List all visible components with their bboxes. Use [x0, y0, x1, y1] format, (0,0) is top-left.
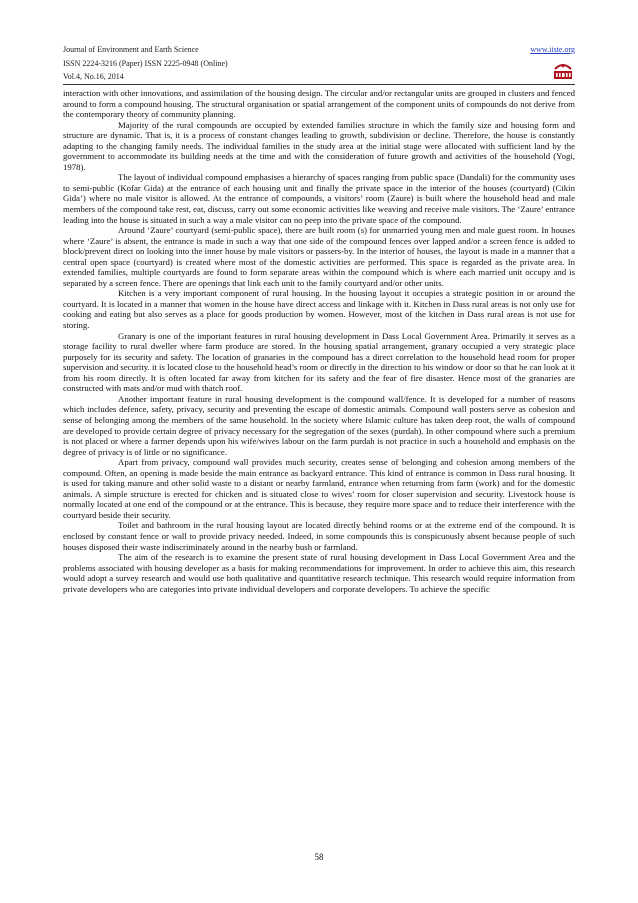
paragraph: Another important feature in rural housing development is the compound wall/fence. It is developed for a number of reasons which includes defence, safety, privacy, security and preventing the escape of domestic animals. Compound wall posters serve as cohesion and sense of belonging among the members of the same household. In the society where Islamic culture has taken deep root, the walls of compound are developed to provide certain degree of privacy necessary for the segregation of the sexes (purdah). In other compound where such a premium is not placed or where a farmer depends upon his wife/wives labour on the farm purdah is not practice in such a household and emphasis on the degree of privacy is of little or no significance.	[63, 393, 575, 457]
page-number: 58	[314, 852, 324, 862]
iiste-logo-icon	[551, 60, 575, 82]
journal-volume: Vol.4, No.16, 2014	[63, 72, 124, 81]
paragraph: Kitchen is a very important component of rural housing. In the housing layout it occupies a strategic position in or around the courtyard. It is located in a manner that women in the house have direct access and linkage with it. Kitchen in Dass rural areas is not only use for cooking and eating but also serves as a place for goods production by women. However, most of the kitchen in Dass rural areas is not use for storing.	[63, 288, 575, 331]
journal-url-link[interactable]: www.iiste.org	[530, 45, 575, 54]
journal-links	[530, 43, 575, 57]
header-divider	[63, 84, 575, 85]
paragraph: Majority of the rural compounds are occupied by extended families structure in which the family size and housing form and structure are dynamic. That is, it is a process of constant changes leading to growth, subdivision or decline. Therefore, the house is constantly adapting to the changing family needs. The individual families in the study area at the initial stage were allocated with sufficient land by the government to accommodate its building needs at the time and with the consideration of future growth and activities of the household (Yogi, 1978).	[63, 119, 575, 172]
journal-info	[63, 43, 228, 84]
paragraph: The layout of individual compound emphasises a hierarchy of spaces ranging from public space (Dandali) for the community uses to semi-public (Kofar Gida) at the entrance of each housing unit and finally the private space in the interior of the houses (courtyard) (Cikin Gida’) where no male visitor is allowed. At the entrance of compounds, a visitors’ room (Zaure) is built where the household head and male members of the compound take rest, eat, discuss, carry out some economic activities like weaving and receive male visitors. The ‘Zaure’ entrance leading into the house is situated in such a way a male visitor can no peep into the private space of the compound.	[63, 172, 575, 225]
paragraph: Toilet and bathroom in the rural housing layout are located directly behind rooms or at the extreme end of the compound. It is enclosed by constant fence or wall to provide privacy needed. Indeed, in some compounds this is conspicuously absent because people of such houses disposed their waste indiscriminately around in the nearby bush or farmland.	[63, 520, 575, 552]
journal-issn: ISSN 2224-3216 (Paper) ISSN 2225-0948 (Online)	[63, 58, 228, 68]
paragraph: interaction with other innovations, and assimilation of the housing design. The circular and/or rectangular units are grouped in clusters and fenced around to form a compound housing. The structural organisation or spatial arrangement of the component units of compounds do not derive from the contemporary theory of community planning.	[63, 88, 575, 120]
article-body	[63, 88, 575, 594]
paragraph: Apart from privacy, compound wall provides much security, creates sense of belonging and cohesion among members of the compound. Often, an opening is made beside the main entrance as backyard entrance. This kind of entrance is common in Dass rural housing. It is used for taking manure and other solid waste to a distant or nearby farmland, entrance when returning from farm (work) and for the domestic animals. A simple structure is erected for chicken and is situated close to wives’ room for closer supervision and security. Livestock house is normally located at one end of the compound or at the entrance. This is because, they require more space and to reduce their interference with the courtyard beside their security.	[63, 457, 575, 520]
journal-title: Journal of Environment and Earth Science	[63, 45, 199, 54]
journal-header	[63, 43, 575, 93]
paragraph: Around ‘Zaure’ courtyard (semi-public space), there are built room (s) for unmarried young men and male guest room. In houses where ‘Zaure’ is absent, the entrance is made in such a way that one side of the compound fences over lapped and/or a screen fence is added to block/prevent direct on looking into the inner house by male visitors or passers-by. In the interior of houses, the layout is made in a manner that a central open space (courtyard) is created where most of the domestic activities are performed. This space is regarded as the private area. In extended families, multiple courtyards are found to form separate areas within the compound which is where each married unit occupy and is separated by a screen fence. There are openings that link each unit to the family courtyard and/or other units.	[63, 225, 575, 288]
paragraph: Granary is one of the important features in rural housing development in Dass Local Government Area. Primarily it serves as a storage facility to rural dweller where farm produce are stored. In the housing spatial arrangement, granary occupied a very strategic place purposely for its security and safety. The location of granaries in the compound has a direct correlation to the household head room for proper supervision and security. it is located close to the household head’s room or directly in the direction to his window or door so that he can look at it from his room directly. It is often located far away from kitchen for its safety and the fear of fire disaster. Hence most of the granaries are constructed with mats and/or mud with thatch roof.	[63, 330, 575, 394]
paragraph: The aim of the research is to examine the present state of rural housing development in Dass Local Government Area and the problems associated with housing developer as a basis for making recommendations for improvement. In order to achieve this aim, this research would adopt a survey research and would use both qualitative and quantitative research technique. This research would require information from private developers who are categories into private individual developers and corporate developers. To achieve the specific	[63, 552, 575, 594]
